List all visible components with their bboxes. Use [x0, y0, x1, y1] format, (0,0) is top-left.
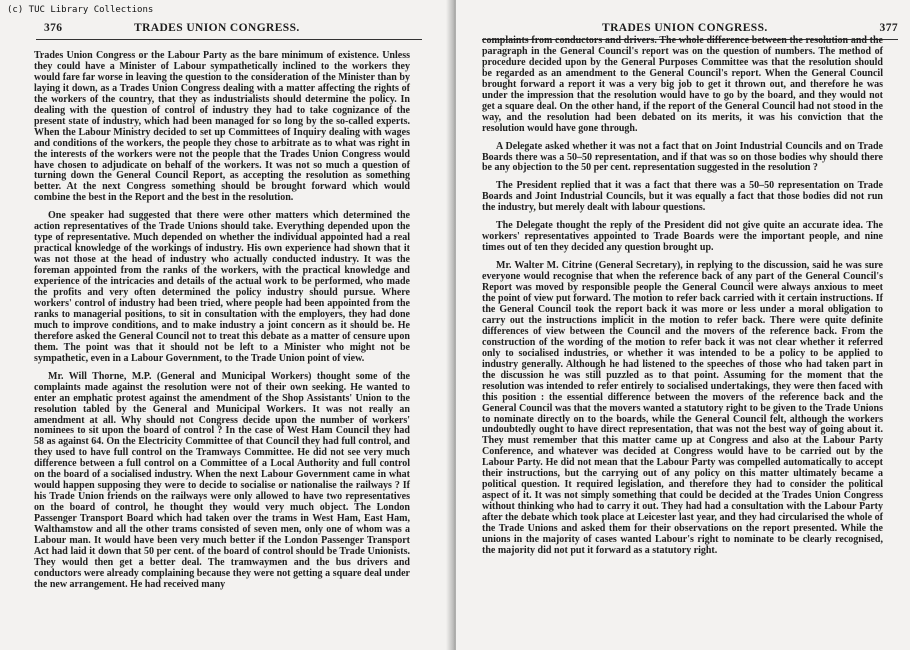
paragraph: Trades Union Congress or the Labour Party as the bare minimum of existence. Unless they could have a Minister of Labour sympathetically inclined to the workers they would fare far worse in leaving the question to the consideration of the Minister than by laying it down, as a Trades Union Congress dealing with a matter affecting the rights of the workers of the country, that they as industrialists should determine the policy. In dealing with the question of control of industry they had to take cognizance of the present state of industry, which had been managed for so long by the so-called experts. When the Labour Ministry decided to set up Committees of Inquiry dealing with wages and conditions of the workers, the people they chose to arbitrate as to what was right in the interests of the workers were not the people that the Trades Union Congress would have chosen to adjudicate on behalf of the workers. It was not so much a question of turning down the General Council Report, as accepting the resolution as something better. At the next Congress something should be brought forward which would combine the best in the Report and the best in the resolution.: [34, 50, 410, 204]
speaker-name: Mr. Will Thorne, M.P.: [48, 370, 152, 382]
paragraph: Mr. Will Thorne, M.P. (General and Municipal Workers) thought some of the complaints made against the resolution were not of their own seeking. He wanted to enter an emphatic protest against the amendment of the Shop Assistants' Union to the resolution tabled by the General and Municipal Workers. It was not really an amendment at all. Why should not Congress decide upon the number of workers' nominees to sit upon the board of control ? In the case of West Ham Council they had 58 as against 64. On the Electricity Committee of that Council they had full control, and they used to have full control on the Tramways Committee. He did not see very much difference between a full control on a Committee of a Local Authority and full control on the board of a socialised industry. When the next Labour Government came in what would happen supposing they were to decide to socialise or nationalise the railways ? If his Trade Union friends on the railways were only allowed to have two representatives on the board of control, he thought they would very much object. The London Passenger Transport Board which had taken over the trams in West Ham, East Ham, Walthamstow and all the other trams consisted of seven men, only one of whom was a Labour man. It would have been very much better if the London Passenger Transport Act had laid it down that 50 per cent. of the board of control should be Trade Unionists. They would then get a better deal. The tramwaymen and the bus drivers and conductors were already complaining because they were not getting a square deal under the new arrangement. He had received many: [34, 370, 410, 590]
left-body-text: [34, 51, 410, 598]
speaker-name: The Delegate: [496, 220, 553, 232]
speaker-name: Mr. Walter M. Citrine: [496, 260, 593, 272]
right-page: [456, 0, 910, 650]
paragraph: Mr. Walter M. Citrine (General Secretary), in replying to the discussion, said he was sure everyone would recognise that when the reference back of any part of the General Council's Report was moved by responsible people the General Council were always anxious to meet the point of view put forward. The motion to refer back carried with it certain instructions. If the General Council took the report back it was more or less under a moral obligation to carry out the instructions implicit in the motion to refer back. There were quite definite differences of view between the Council and the movers of the reference back. From the construction of the wording of the motion to refer back it was not clear whether it referred only to socialised industries, or whether it was intended to be a policy to be applied to industry generally. Although he had listened to the speeches of those who had taken part in the discussion he was still puzzled as to that point. Assuming for the moment that the resolution was intended to refer entirely to socialised undertakings, they were then faced with this position : the essential difference between the movers of the reference back and the General Council was that the movers wanted a statutory right to be given to the Trade Unions to nominate directly on to the boards, while the General Council felt, although the workers undoubtedly ought to have direct representation, that was not the best way of going about it. They must remember that this matter came up at Congress and also at the Labour Party Conference, and whatever was decided at Congress would have to be carried out by the Labour Party. He did not mean that the Labour Party was compelled automatically to accept their instructions, but the carrying out of any policy on this matter ultimately became a political question. It required legislation, and therefore they had to consider the political aspect of it. It was not simply something that could be decided at the Trades Union Congress without thinking who had to carry it out. They had had a consultation with the Labour Party after the debate which took place at Leicester last year, and they had circularised the whole of the Trade Unions and asked them for their observations on the report presented. While the unions in the majority of cases wanted Labour's right to nominate to be clearly recognised, the majority did not put it forward as a statutory right.: [482, 260, 883, 556]
left-header-rule: [36, 39, 422, 40]
left-page: [0, 0, 452, 650]
left-running-head: TRADES UNION CONGRESS.: [134, 22, 300, 34]
paragraph: The Delegate thought the reply of the President did not give quite an accurate idea. The workers' representatives appointed to Trade Boards were the important people, and nine times out of ten they decided any question brought up.: [482, 220, 883, 254]
speaker-name: A Delegate: [496, 140, 543, 152]
paragraph: A Delegate asked whether it was not a fact that on Joint Industrial Councils and on Trade Boards there was a 50–50 representation, and if that was so on those bodies why should there be any objection to the 50 per cent. representation suggested in the resolution ?: [482, 140, 883, 174]
paragraph: The President replied that it was a fact that there was a 50–50 representation on Trade Boards and Joint Industrial Councils, but it was equally a fact that those bodies did not run the industry, but merely dealt with labour questions.: [482, 180, 883, 214]
left-page-number: 376: [44, 22, 63, 34]
speaker-name: The President: [496, 180, 557, 192]
right-body-text: [482, 36, 883, 564]
paragraph: One speaker had suggested that there were other matters which determined the action representatives of the Trade Unions should take. Everything depended upon the type of representative. Much depended on whether the individual appointed had a real practical knowledge of the workings of industry. His own experience had shown that it was not those at the head of industry who actually conducted industry. It was the foreman appointed from the ranks of the workers, with the practical knowledge and experience of the intricacies and details of the actual work to be performed, who made the profits and very often determined the policy industry should pursue. Where workers' control of industry had been tried, where people had been appointed from the ranks to managerial positions, to sit in consultation with the employers, they had done much to improve conditions, and to make industry a joint concern as it should be. He therefore asked the General Council not to treat this debate as a matter of censure upon them. The point was that it should not be left to a Minister who might not be sympathetic, even in a Labour Government, to the Trade Union point of view.: [34, 210, 410, 364]
paragraph: complaints from conductors and drivers. The whole difference between the resolution and the paragraph in the General Council's report was on the question of numbers. The method of procedure decided upon by the General Purposes Committee was that the resolution should be regarded as an amendment to the General Council's report. When the General Council brought forward a report it was a very big job to get it thrown out, and therefore he was under the impression that the resolution would have to go by the board, and they would not get a square deal. On the other hand, if the report of the General Council had not stood in the way, and the resolution had been debated on its merits, it was his conviction that the resolution would have gone through.: [482, 35, 883, 134]
right-page-number: 377: [879, 22, 898, 34]
copyright-watermark: (c) TUC Library Collections: [7, 5, 154, 15]
right-running-head: TRADES UNION CONGRESS.: [602, 22, 768, 34]
